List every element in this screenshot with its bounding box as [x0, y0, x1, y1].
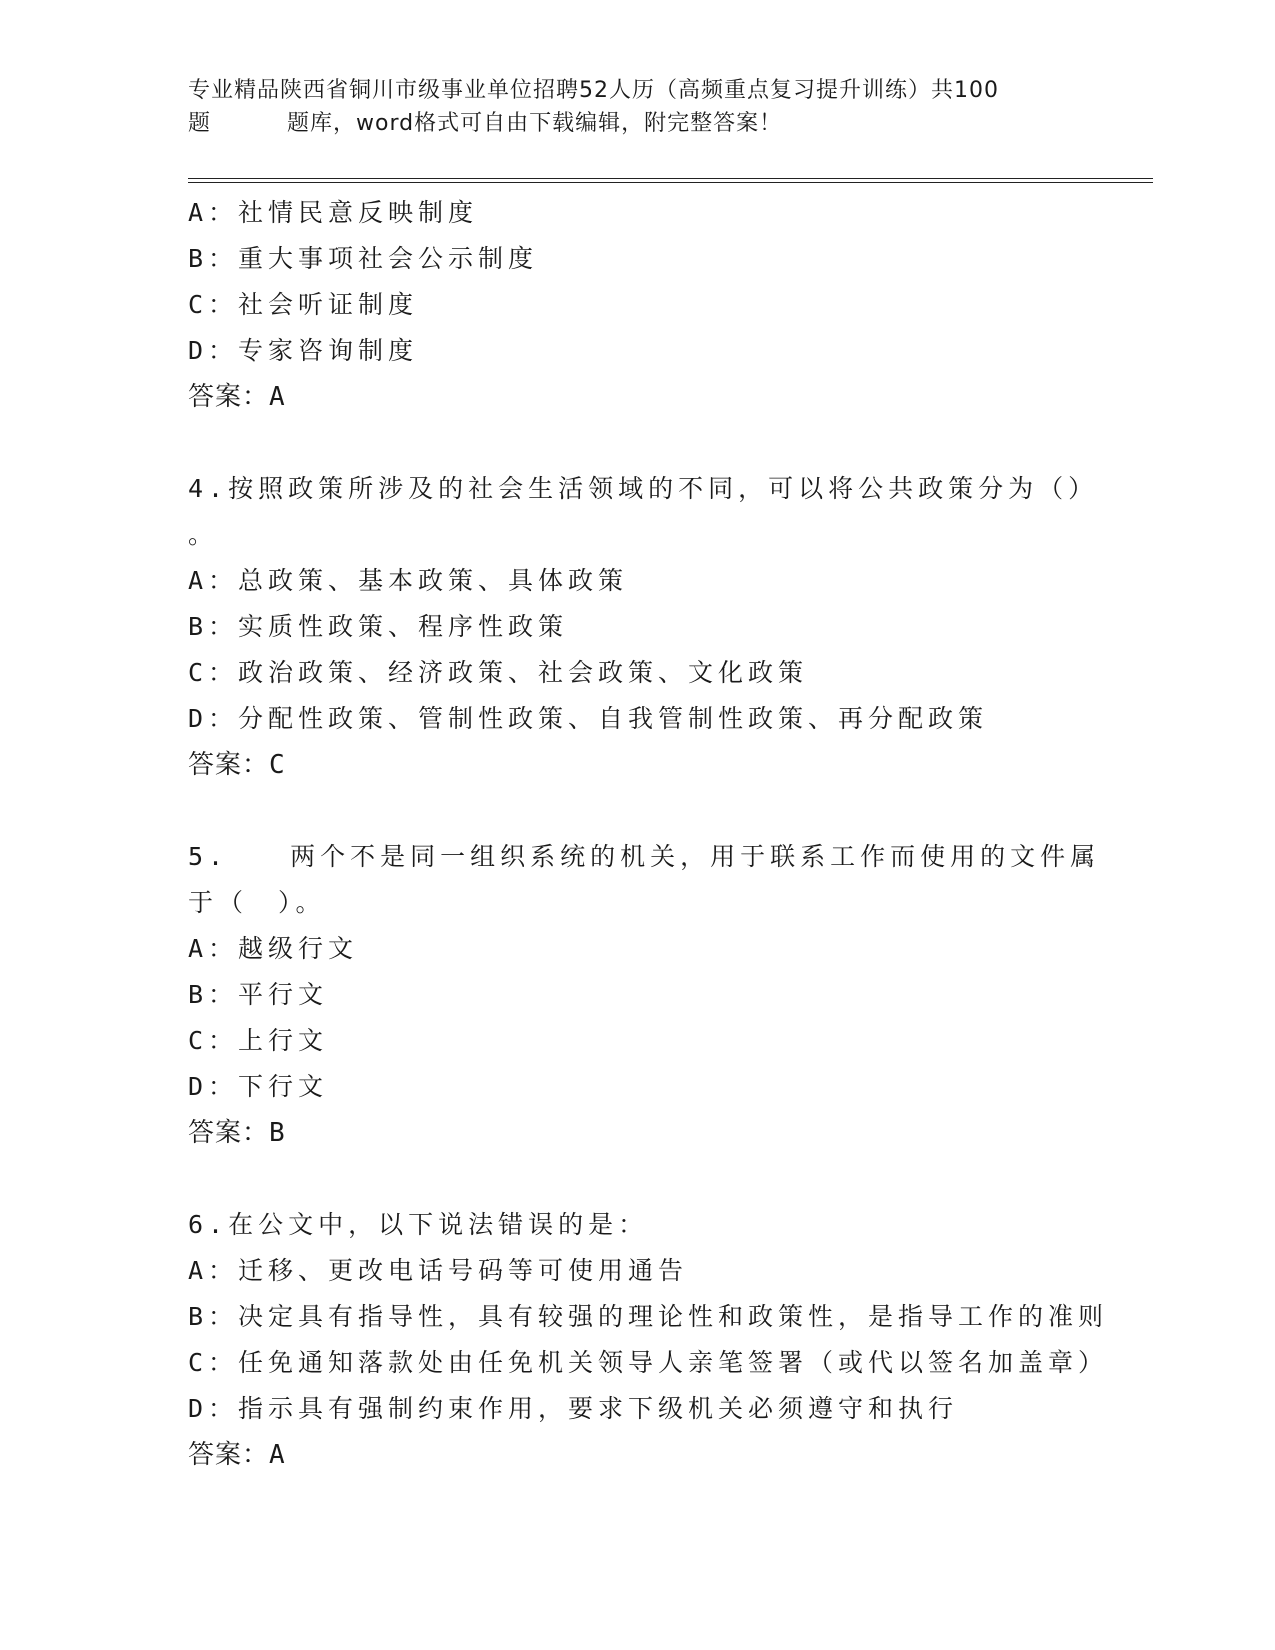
- option-a: A：迁移、更改电话号码等可使用通告: [188, 1256, 689, 1285]
- answer-label: 答案：: [188, 750, 270, 780]
- answer-value: B: [269, 1118, 286, 1148]
- option-b: B：决定具有指导性，具有较强的理论性和政策性，是指导工作的准则: [188, 1302, 1109, 1331]
- answer: [188, 1110, 1148, 1156]
- header-title-line1: 专业精品陕西省铜川市级事业单位招聘52人历（高频重点复习提升训练）共100: [188, 78, 999, 103]
- option-a: A：越级行文: [188, 934, 359, 963]
- document-header: [188, 74, 1088, 140]
- answer: [188, 742, 1148, 788]
- answer-label: 答案：: [188, 382, 270, 412]
- option-c: C：政治政策、经济政策、社会政策、文化政策: [188, 658, 809, 687]
- option-c: C：上行文: [188, 1026, 329, 1055]
- question-stem: 6.在公文中，以下说法错误的是：: [188, 1210, 649, 1239]
- option-d: D：下行文: [188, 1072, 329, 1101]
- option-c: C：社会听证制度: [188, 290, 419, 319]
- option-b: B：平行文: [188, 980, 329, 1009]
- answer: [188, 374, 1148, 420]
- option-d: D：专家咨询制度: [188, 336, 419, 365]
- option-d: D：指示具有强制约束作用，要求下级机关必须遵守和执行: [188, 1394, 959, 1423]
- answer-label: 答案：: [188, 1440, 270, 1470]
- option-a: A：社情民意反映制度: [188, 198, 479, 227]
- question-stem: [188, 834, 1148, 880]
- question-stem-continued: 。: [188, 520, 219, 549]
- question-number: 5.: [188, 842, 229, 871]
- header-title-line2-rest: 题库，word格式可自由下载编辑，附完整答案！: [287, 111, 783, 136]
- question-6: [188, 1202, 1148, 1478]
- answer-label: 答案：: [188, 1118, 270, 1148]
- question-stem-text: 两个不是同一组织系统的机关，用于联系工作而使用的文件属: [290, 842, 1101, 871]
- header-title-line2: [188, 107, 1088, 140]
- answer-value: A: [269, 1440, 286, 1470]
- option-d: D：分配性政策、管制性政策、自我管制性政策、再分配政策: [188, 704, 989, 733]
- question-stem-continued: 于（ ）。: [188, 888, 326, 917]
- question-5: [188, 834, 1148, 1156]
- option-a: A：总政策、基本政策、具体政策: [188, 566, 629, 595]
- option-b: B：重大事项社会公示制度: [188, 244, 539, 273]
- question-stem: 4.按照政策所涉及的社会生活领域的不同，可以将公共政策分为（）: [188, 474, 1099, 503]
- answer-value: A: [269, 382, 286, 412]
- header-divider-bottom: [188, 182, 1153, 183]
- question-4: [188, 466, 1148, 788]
- answer: [188, 1432, 1148, 1478]
- header-title-line2-start: 题: [188, 111, 212, 136]
- header-divider-top: [188, 178, 1153, 179]
- option-b: B：实质性政策、程序性政策: [188, 612, 569, 641]
- question-list: [188, 190, 1148, 1478]
- question-3: [188, 190, 1148, 420]
- answer-value: C: [269, 750, 286, 780]
- option-c: C：任免通知落款处由任免机关领导人亲笔签署（或代以签名加盖章）: [188, 1348, 1109, 1377]
